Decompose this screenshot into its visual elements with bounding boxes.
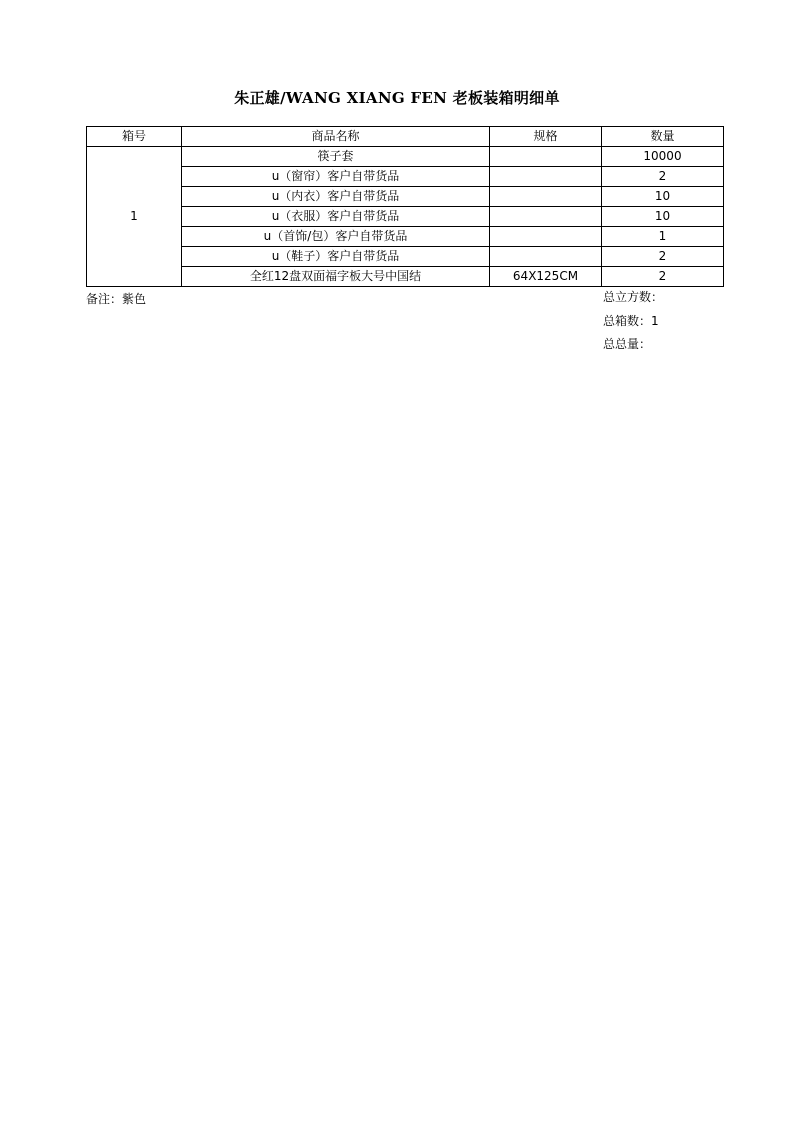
header-spec: 规格 <box>490 127 602 147</box>
header-quantity: 数量 <box>602 127 724 147</box>
header-product-name: 商品名称 <box>182 127 490 147</box>
quantity-cell: 10 <box>602 207 724 227</box>
spec-cell <box>490 187 602 207</box>
quantity-cell: 1 <box>602 227 724 247</box>
quantity-cell: 10 <box>602 187 724 207</box>
quantity-cell: 2 <box>602 247 724 267</box>
total-weight-label: 总总量： <box>603 337 652 351</box>
product-name-cell: 筷子套 <box>182 147 490 167</box>
table-row <box>87 167 724 187</box>
product-name-cell: u（内衣）客户自带货品 <box>182 187 490 207</box>
quantity-cell: 2 <box>602 167 724 187</box>
total-boxes-label: 总箱数：1 <box>603 313 659 328</box>
quantity-cell: 2 <box>602 267 724 287</box>
quantity-cell: 10000 <box>602 147 724 167</box>
product-name-cell: u（首饰/包）客户自带货品 <box>182 227 490 247</box>
spec-cell <box>490 147 602 167</box>
product-name-cell: u（鞋子）客户自带货品 <box>182 247 490 267</box>
summary-block <box>603 287 663 358</box>
product-name-cell: u（窗帘）客户自带货品 <box>182 167 490 187</box>
table-row <box>87 147 724 167</box>
packing-list-table <box>86 126 724 287</box>
total-volume-label: 总立方数： <box>603 290 664 304</box>
spec-cell: 64X125CM <box>490 267 602 287</box>
table-row <box>87 207 724 227</box>
page-title: 朱正雄/WANG XIANG FEN 老板装箱明细单 <box>234 89 560 107</box>
remark-note: 备注：紫色 <box>86 292 147 306</box>
spec-cell <box>490 227 602 247</box>
product-name-cell: u（衣服）客户自带货品 <box>182 207 490 227</box>
product-name-cell: 全红12盘双面福字板大号中国结 <box>182 267 490 287</box>
spec-cell <box>490 167 602 187</box>
table-row <box>87 187 724 207</box>
table-row <box>87 227 724 247</box>
table-row <box>87 247 724 267</box>
spec-cell <box>490 247 602 267</box>
box-number-cell: 1 <box>87 147 182 287</box>
spec-cell <box>490 207 602 227</box>
header-box-no: 箱号 <box>87 127 182 147</box>
table-header-row <box>87 127 724 147</box>
table-row <box>87 267 724 287</box>
